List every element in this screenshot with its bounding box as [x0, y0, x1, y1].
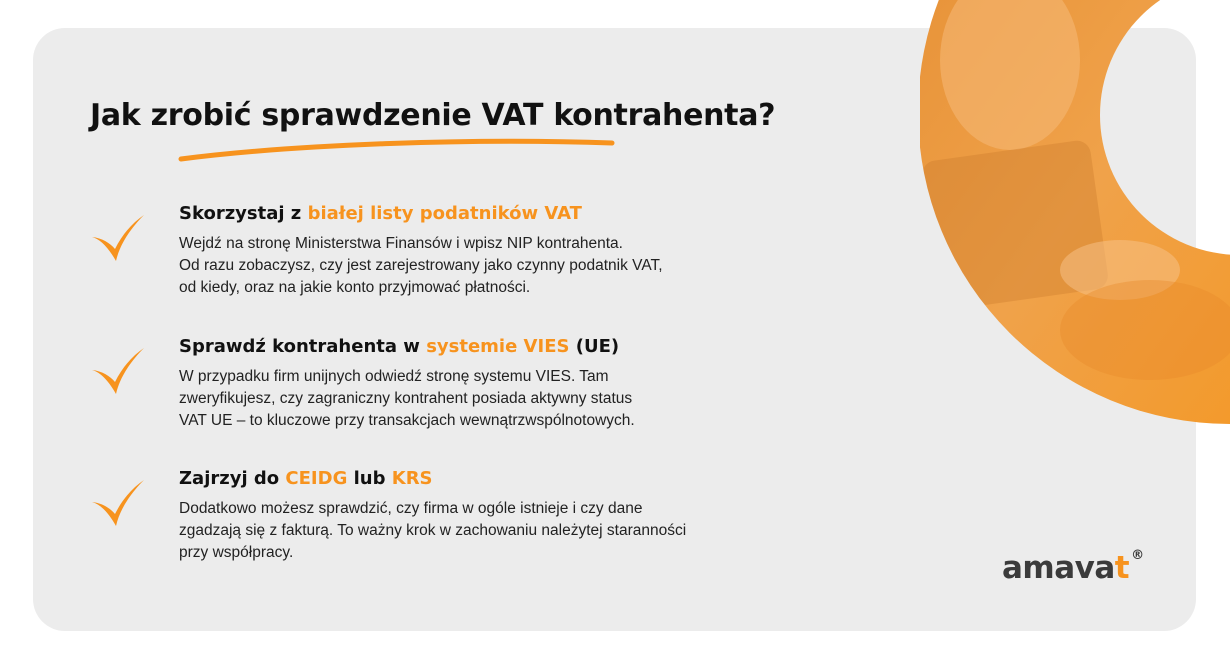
- list-item: [90, 203, 790, 303]
- decorative-photo-ring: [920, 0, 1230, 425]
- item-title: Zajrzyj do CEIDG lub KRS: [179, 468, 433, 489]
- title-underline: [178, 136, 618, 164]
- page-title: Jak zrobić sprawdzenie VAT kontrahenta?: [90, 98, 776, 133]
- brand-logo: amavat ®: [1002, 547, 1144, 586]
- check-icon: [90, 474, 146, 530]
- item-description: Dodatkowo możesz sprawdzić, czy firma w ogóle istnieje i czy dane zgadzają się z fakturą. To ważny krok w zachowaniu należytej staranności przy współpracy.: [179, 500, 687, 561]
- item-description: Wejdź na stronę Ministerstwa Finansów i wpisz NIP kontrahenta. Od razu zobaczysz, czy jest zarejestrowany jako czynny podatnik VAT, od kiedy, oraz na jakie konto przyjmować płatności.: [179, 235, 663, 296]
- check-icon: [90, 209, 146, 265]
- list-item: [90, 468, 790, 568]
- list-item: [90, 336, 790, 436]
- item-title: Sprawdź kontrahenta w systemie VIES (UE): [179, 336, 620, 357]
- item-description: W przypadku firm unijnych odwiedź stronę systemu VIES. Tam zweryfikujesz, czy zagraniczny kontrahent posiada aktywny status VAT UE – to kluczowe przy transakcjach wewnątrzwspólnotowych.: [179, 368, 635, 429]
- check-icon: [90, 342, 146, 398]
- item-title: Skorzystaj z białej listy podatników VAT: [179, 203, 582, 224]
